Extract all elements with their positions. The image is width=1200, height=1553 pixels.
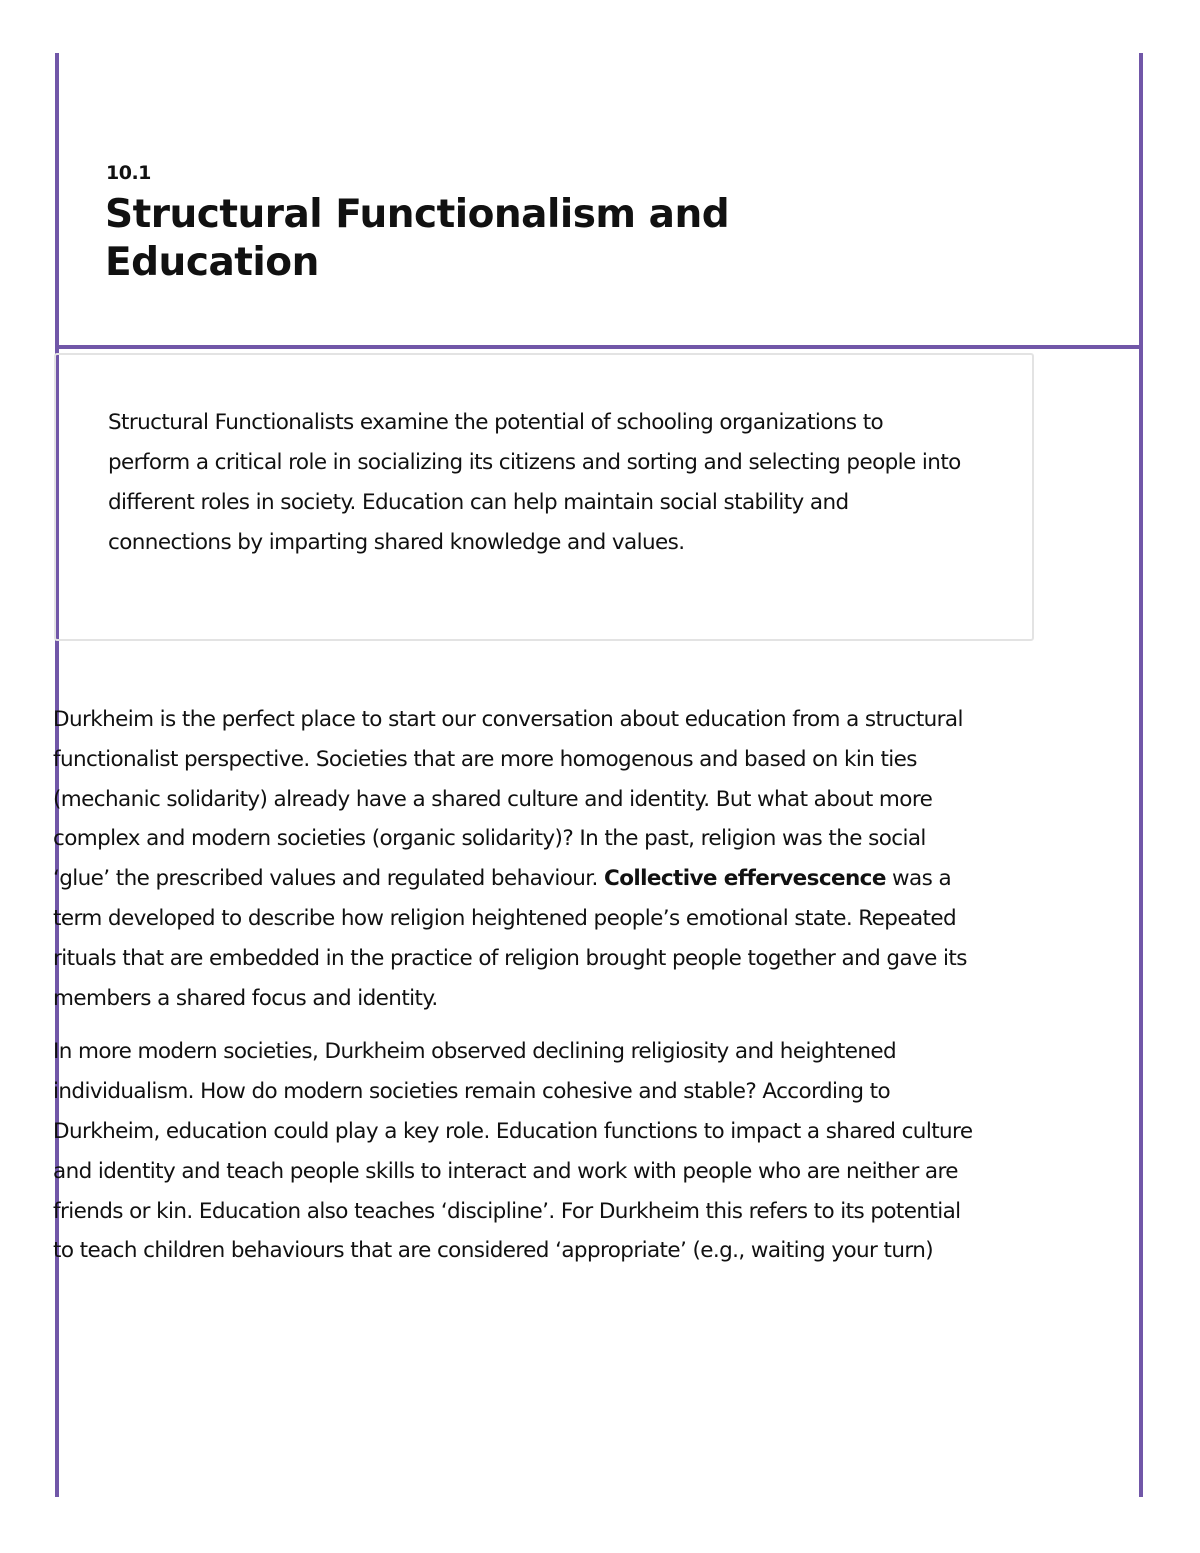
body-content bbox=[53, 700, 973, 1285]
paragraph-text: Durkheim is the perfect place to start our conversation about education from a structural functionalist perspective. Societies that are more homogenous and based on kin ties (mechanic solidarity) already have a shared culture and identity. But what about more complex and modern societies (organic solidarity)? In the past, religion was the social ‘glue’ the prescribed values and regulated behaviour. bbox=[53, 707, 963, 892]
key-term-collective-effervescence: Collective effervescence bbox=[604, 866, 886, 892]
chapter-number: 10.1 bbox=[106, 162, 151, 184]
summary-text: Structural Functionalists examine the potential of schooling organizations to perform a critical role in socializing its citizens and sorting and selecting people into different roles in society. Education can help maintain social stability and connections by imparting shared knowledge and values. bbox=[108, 410, 961, 555]
summary-box bbox=[54, 353, 1034, 641]
page-title: Structural Functionalism and Education bbox=[105, 192, 730, 285]
paragraph-text: was a term developed to describe how religion heightened people’s emotional state. Repeated rituals that are embedded in the practice of religion brought people together and gave its members a shared focus and identity. bbox=[53, 866, 967, 1011]
paragraph-durkheim-intro bbox=[53, 700, 973, 1018]
chapter-header bbox=[59, 53, 1139, 349]
paragraph-modern-societies: In more modern societies, Durkheim observed declining religiosity and heightened individualism. How do modern societies remain cohesive and stable? According to Durkheim, education could play a key role. Education functions to impact a shared culture and identity and teach people skills to interact and work with people who are neither are friends or kin. Education also teaches ‘discipline’. For Durkheim this refers to its potential to teach children behaviours that are considered ‘appropriate’ (e.g., waiting your turn) bbox=[53, 1039, 973, 1264]
